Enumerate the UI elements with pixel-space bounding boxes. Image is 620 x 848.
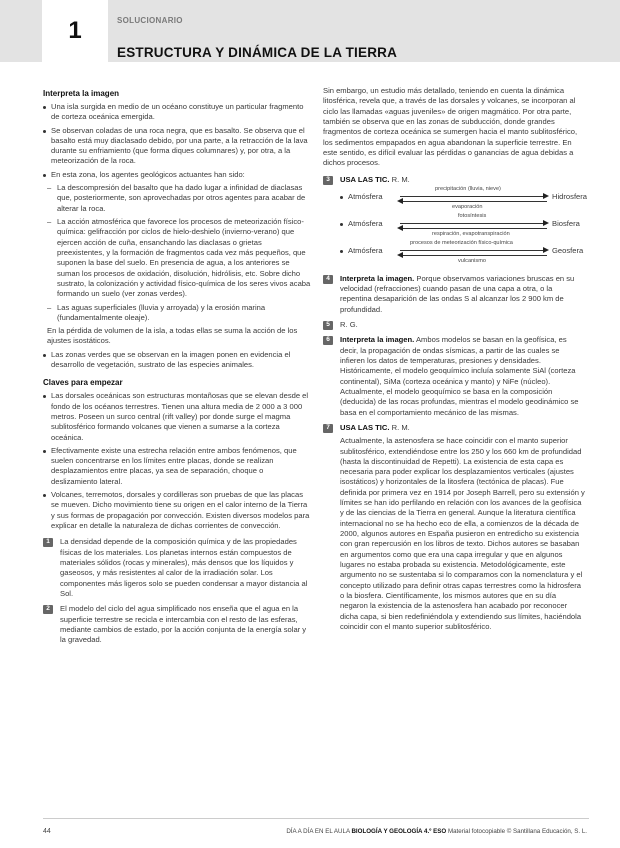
answer-label: Interpreta la imagen. bbox=[340, 335, 415, 345]
diagram-row bbox=[340, 239, 585, 266]
answer-text: Ambos modelos se basan en la geofísica, es decir, la propagación de ondas sísmicas, a partir de las cuales se infieren los datos de temperaturas, presiones y densidades. Históricamente, el modelo geoquímico incluía solamente SiAl (corteza continental), SiMa (corteza oceánica y manto) y NiFe (núcleo). Actualmente, el modelo geoquímico se basa en la composición (deducida) de las rocas profundas, mientras el modelo geodinámico se basa en el comportamiento mecánico de las mismas. bbox=[340, 335, 579, 417]
bullet-text: Volcanes, terremotos, dorsales y cordilleras son pruebas de que las placas se mueven. Dicho movimiento tiene su origen en el calor interno de la Tierra y sus formas de propagación por convección. Existen diversos modelos para explicar en detalle la naturaleza de dichas corrientes de convección. bbox=[43, 490, 311, 531]
paragraph: Actualmente, la astenosfera se hace coincidir con el manto superior sublitosférico, extendiéndose entre los 250 y los 660 km de profundidad (hasta la discontinuidad de Repetti). La existencia de esta capa es necesaria para poder explicar los desplazamientos verticales (ajustes isostáticos) y horizontales de la litosfera (tectónica de placas). Fue definida por primera vez en 1914 por Joseph Barrell, pero su extensión y límites se han ido perfilando en relación con los avances de la geofísica y de las ciencias de la Tierra en general. Aunque la literatura científica internacional no se ha hecho eco de ella, a comienzos de la década de 2000, algunos autores en España pusieron en entredicho su existencia con gran repercusión en los libros de texto. Dichos autores se basaban en argumentos como que era una capa irregular y que en algunos lugares no estaba probada su existencia. Metodológicamente, este argumento no se sustentaba si lo comparamos con la nomenclatura y el concepto utilizado para definir otras capas terrestres como la hidrosfera o la biosfera. Científicamente, los mismos autores que en su día negaron la existencia de la astenosfera han acabado por reconocer dicha capa, si bien redefiniéndola y extendiendo sus límites, haciéndola coincidir con el manto superior sublitosférico. bbox=[340, 436, 585, 631]
heading-interpreta: Interpreta la imagen bbox=[43, 89, 120, 98]
answer-label: USA LAS TIC. bbox=[340, 174, 390, 184]
arrow-line bbox=[402, 201, 547, 202]
diagram-left-label: Atmósfera bbox=[348, 245, 383, 255]
unit-number-tab bbox=[42, 0, 108, 62]
answer-7 bbox=[323, 423, 585, 433]
bullet-text: Efectivamente existe una estrecha relación entre ambos fenómenos, que suelen concentrarse en los límites entre placas, donde se realizan desplazamientos entre placas, ya sea de separación, choque o deslizamiento lateral. bbox=[43, 446, 311, 487]
arrow-right-icon bbox=[543, 220, 549, 226]
diagram-left-label: Atmósfera bbox=[348, 218, 383, 228]
footer-copyright: Material fotocopiable © Santillana Educación, S. L. bbox=[447, 828, 587, 835]
number-badge: 2 bbox=[43, 605, 53, 614]
footer-course: BIOLOGÍA Y GEOLOGÍA 4.º ESO bbox=[351, 828, 447, 835]
diagram-bottom-label: respiración, evapotranspiración bbox=[432, 230, 510, 237]
arrow-right-icon bbox=[543, 247, 549, 253]
answer-label: Interpreta la imagen. bbox=[340, 273, 415, 283]
page-title: ESTRUCTURA Y DINÁMICA DE LA TIERRA bbox=[117, 45, 398, 60]
answer-2 bbox=[43, 604, 311, 645]
bullet-text: En esta zona, los agentes geológicos actuantes han sido: bbox=[43, 170, 311, 180]
diagram-top-label: precipitación (lluvia, nieve) bbox=[435, 185, 501, 192]
arrow-line bbox=[402, 255, 547, 256]
paragraph: Sin embargo, un estudio más detallado, teniendo en cuenta la dinámica litosférica, revela que, a través de las dorsales y volcanes, se incorporan al ciclo las llamadas «aguas juveniles» de origen magmático. Por otra parte, también se observa que en las zonas de subducción, donde grandes fragmentos de corteza oceánica se sumergen hacia el manto sublitosférico, los sedimentos empapados en agua abandonan la superficie terrestre. En este sentido, es difícil evaluar las pérdidas o ganancias de agua debidas a dichos procesos. bbox=[323, 86, 578, 168]
diagram-row bbox=[340, 212, 585, 239]
arrow-left-icon bbox=[397, 198, 403, 204]
answer-1 bbox=[43, 537, 311, 599]
answer-5 bbox=[323, 320, 585, 330]
heading-claves: Claves para empezar bbox=[43, 378, 123, 388]
diagram-top-label: procesos de meteorización físico-química bbox=[410, 239, 513, 246]
number-badge: 6 bbox=[323, 336, 333, 345]
footer-text bbox=[286, 828, 587, 835]
bullet-text: Una isla surgida en medio de un océano constituye un particular fragmento de corteza oceánica emergida. bbox=[43, 102, 311, 123]
arrow-line bbox=[400, 223, 545, 224]
arrow-left-icon bbox=[397, 225, 403, 231]
diagram-right-label: Biosfera bbox=[552, 218, 580, 228]
answer-text: R. G. bbox=[340, 320, 358, 330]
arrow-left-icon bbox=[397, 252, 403, 258]
number-badge: 3 bbox=[323, 176, 333, 185]
number-badge: 7 bbox=[323, 424, 333, 433]
right-column bbox=[323, 86, 588, 635]
dash-item: – Las aguas superficiales (lluvia y arroyada) y la erosión marina (fundamentalmente oleaje). bbox=[43, 303, 311, 324]
answer-text: El modelo del ciclo del agua simplificado nos enseña que el agua en la superficie terrestre se recicla e intercambia con el resto de las esferas, mediante cambios de estado, por la acción conjunta de la energía solar y la gravedad. bbox=[60, 604, 307, 645]
diagram-right-label: Geosfera bbox=[552, 245, 584, 255]
arrow-line bbox=[400, 196, 545, 197]
arrow-line bbox=[402, 228, 547, 229]
number-badge: 1 bbox=[43, 538, 53, 547]
left-column bbox=[43, 86, 311, 648]
bullet-text: Las dorsales oceánicas son estructuras montañosas que se elevan desde el fondo de los océanos terrestres. Tienen una altura media de 2 000 a 3 000 metros. Poseen un surco central (rift valley) por donde surge el magma sublitosférico formando volcanes que vienen a sumarse a la corteza oceánica. bbox=[43, 391, 311, 443]
answer-text: R. M. bbox=[391, 174, 410, 184]
paragraph: En la pérdida de volumen de la isla, a todas ellas se suma la acción de los ajustes isostáticos. bbox=[47, 326, 298, 346]
bullet-text: Se observan coladas de una roca negra, que es basalto. Se observa que el basalto está muy diaclasado debido, por una parte, a la retracción de la lava durante su enfriamiento (que forma diques columnares) y, por otra, a la meteorización de la roca. bbox=[43, 126, 311, 167]
dash-item: – La acción atmosférica que favorece los procesos de meteorización físico-química: gelifracción por ciclos de hielo-deshielo (invierno-verano) que ejercen acción de cuña, ensanchando las diaclasas o grietas preexistentes, y la formación de fragmentos cada vez más pequeños, que suponen la base del suelo. En presencia de agua, a los anteriores se suman los procesos de oxidación, disolución, hidrólisis, etc. Sobre dicho sustrato, la colonización y actividad físico-química de los seres vivos acaba formando un suelo (ver zonas verdes). bbox=[43, 217, 311, 300]
unit-number: 1 bbox=[68, 17, 82, 44]
answer-text: La densidad depende de la composición química y de las propiedades físicas de los materiales. Los planetas internos están compuestos de materiales sólidos (rocas y minerales), más densos que los líquidos y gaseosos, y más resistentes al calor de la irradiación solar. Los componentes más ligeros solo se pueden condensar a mayor distancia al Sol. bbox=[60, 537, 308, 598]
arrow-right-icon bbox=[543, 193, 549, 199]
answer-label: USA LAS TIC. bbox=[340, 422, 390, 432]
bullet-dot bbox=[340, 196, 343, 199]
bullet-text: Las zonas verdes que se observan en la imagen ponen en evidencia el desarrollo de vegetación, sustrato de las especies animales. bbox=[43, 350, 311, 371]
footer-series: DÍA A DÍA EN EL AULA bbox=[286, 828, 350, 835]
answer-4 bbox=[323, 274, 585, 315]
bullet-dot bbox=[340, 250, 343, 253]
footer-rule bbox=[43, 818, 589, 819]
page-number: 44 bbox=[43, 828, 51, 835]
section-label: SOLUCIONARIO bbox=[117, 16, 183, 25]
answer-6 bbox=[323, 335, 585, 418]
bullet-dot bbox=[340, 223, 343, 226]
diagram-row bbox=[340, 185, 588, 212]
diagram-bottom-label: evaporación bbox=[452, 203, 483, 210]
diagram-right-label: Hidrosfera bbox=[552, 191, 588, 201]
answer-text: Porque observamos variaciones bruscas en su velocidad (refracciones) cuando pasan de una capa a otra, o la repentina desaparición de las ondas S al alcanzar los 2 900 km de profundidad. bbox=[340, 273, 575, 314]
arrow-line bbox=[400, 250, 545, 251]
number-badge: 4 bbox=[323, 275, 333, 284]
answer-text: R. M. bbox=[391, 422, 410, 432]
dash-item: – La descompresión del basalto que ha dado lugar a infinidad de diaclasas que, posteriormente, son aprovechadas por otros agentes para acabar de alterar la roca. bbox=[43, 183, 311, 214]
answer-3 bbox=[323, 175, 585, 185]
diagram-top-label: fotosíntesis bbox=[458, 212, 487, 219]
number-badge: 5 bbox=[323, 321, 333, 330]
diagram-bottom-label: vulcanismo bbox=[458, 257, 486, 264]
diagram-left-label: Atmósfera bbox=[348, 191, 383, 201]
